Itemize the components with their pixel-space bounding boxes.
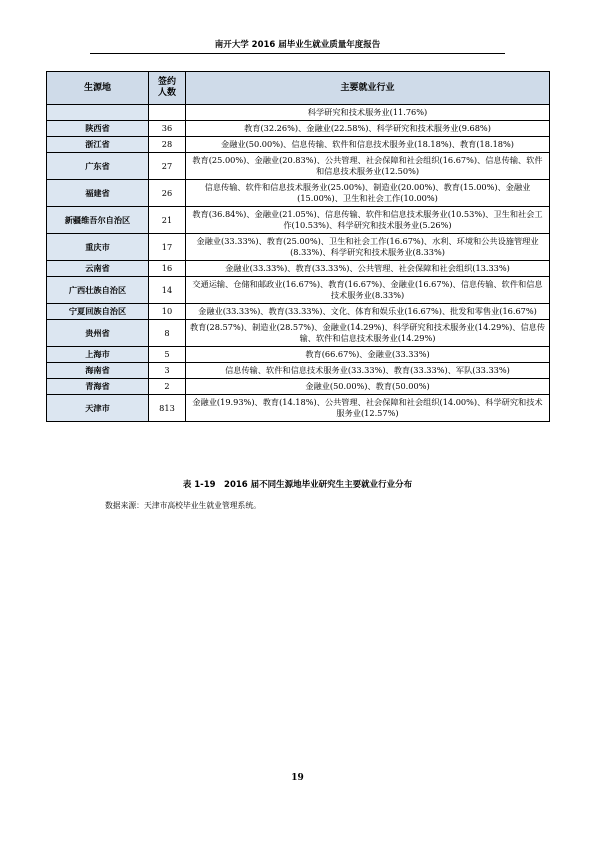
table-row	[47, 261, 550, 277]
industry-cell: 教育(32.26%)、金融业(22.58%)、科学研究和技术服务业(9.68%)	[186, 121, 550, 137]
industry-cell: 教育(36.84%)、金融业(21.05%)、信息传输、软件和信息技术服务业(10.53%)、卫生和社会工作(10.53%)、科学研究和技术服务业(5.26%)	[186, 207, 550, 234]
industry-cell: 金融业(50.00%)、信息传输、软件和信息技术服务业(18.18%)、教育(18.18%)	[186, 137, 550, 153]
count-cell: 21	[149, 207, 186, 234]
province-cell: 福建省	[47, 180, 149, 207]
continuation-count-cell	[149, 105, 186, 121]
province-cell: 海南省	[47, 363, 149, 379]
table-row	[47, 363, 550, 379]
table-row	[47, 347, 550, 363]
continuation-industry-cell: 科学研究和技术服务业(11.76%)	[186, 105, 550, 121]
province-cell: 新疆维吾尔自治区	[47, 207, 149, 234]
count-cell: 3	[149, 363, 186, 379]
industry-distribution-table	[46, 71, 550, 422]
industry-cell: 信息传输、软件和信息技术服务业(33.33%)、教育(33.33%)、军队(33.33%)	[186, 363, 550, 379]
industry-cell: 信息传输、软件和信息技术服务业(25.00%)、制造业(20.00%)、教育(15.00%)、金融业(15.00%)、卫生和社会工作(10.00%)	[186, 180, 550, 207]
count-cell: 5	[149, 347, 186, 363]
industry-cell: 金融业(19.93%)、教育(14.18%)、公共管理、社会保障和社会组织(14.00%)、科学研究和技术服务业(12.57%)	[186, 395, 550, 422]
continuation-row	[47, 105, 550, 121]
province-cell: 上海市	[47, 347, 149, 363]
count-cell: 8	[149, 320, 186, 347]
column-header-origin: 生源地	[47, 72, 149, 105]
count-cell: 28	[149, 137, 186, 153]
table-row	[47, 207, 550, 234]
count-cell: 10	[149, 304, 186, 320]
count-cell: 17	[149, 234, 186, 261]
continuation-origin-cell	[47, 105, 149, 121]
table-row	[47, 304, 550, 320]
industry-cell: 教育(28.57%)、制造业(28.57%)、金融业(14.29%)、科学研究和技术服务业(14.29%)、信息传输、软件和信息技术服务业(14.29%)	[186, 320, 550, 347]
running-header: 南开大学 2016 届毕业生就业质量年度报告	[90, 38, 505, 54]
province-cell: 广西壮族自治区	[47, 277, 149, 304]
table-row	[47, 137, 550, 153]
table-row	[47, 277, 550, 304]
industry-cell: 教育(66.67%)、金融业(33.33%)	[186, 347, 550, 363]
province-cell: 贵州省	[47, 320, 149, 347]
province-cell: 重庆市	[47, 234, 149, 261]
data-source-note: 数据来源：天津市高校毕业生就业管理系统。	[105, 501, 261, 510]
count-cell: 2	[149, 379, 186, 395]
province-cell: 浙江省	[47, 137, 149, 153]
industry-cell: 金融业(50.00%)、教育(50.00%)	[186, 379, 550, 395]
table-row	[47, 153, 550, 180]
table-caption: 表 1-19 2016 届不同生源地毕业研究生主要就业行业分布	[182, 480, 413, 490]
table-row	[47, 121, 550, 137]
page-number: 19	[291, 773, 304, 783]
table-row	[47, 395, 550, 422]
count-cell: 16	[149, 261, 186, 277]
column-header-industry: 主要就业行业	[186, 72, 550, 105]
province-cell: 广东省	[47, 153, 149, 180]
count-cell: 813	[149, 395, 186, 422]
table-row	[47, 180, 550, 207]
table-row	[47, 234, 550, 261]
column-header-count: 签约 人数	[149, 72, 186, 105]
count-cell: 14	[149, 277, 186, 304]
province-cell: 陕西省	[47, 121, 149, 137]
province-cell: 天津市	[47, 395, 149, 422]
count-cell: 26	[149, 180, 186, 207]
industry-cell: 金融业(33.33%)、教育(33.33%)、文化、体育和娱乐业(16.67%)、批发和零售业(16.67%)	[186, 304, 550, 320]
table-row	[47, 379, 550, 395]
province-cell: 宁夏回族自治区	[47, 304, 149, 320]
industry-cell: 金融业(33.33%)、教育(33.33%)、公共管理、社会保障和社会组织(13.33%)	[186, 261, 550, 277]
table-header-row	[47, 72, 550, 105]
industry-cell: 金融业(33.33%)、教育(25.00%)、卫生和社会工作(16.67%)、水利、环境和公共设施管理业(8.33%)、科学研究和技术服务业(8.33%)	[186, 234, 550, 261]
count-cell: 36	[149, 121, 186, 137]
count-cell: 27	[149, 153, 186, 180]
industry-cell: 教育(25.00%)、金融业(20.83%)、公共管理、社会保障和社会组织(16.67%)、信息传输、软件和信息技术服务业(12.50%)	[186, 153, 550, 180]
industry-cell: 交通运输、仓储和邮政业(16.67%)、教育(16.67%)、金融业(16.67%)、信息传输、软件和信息技术服务业(8.33%)	[186, 277, 550, 304]
province-cell: 青海省	[47, 379, 149, 395]
province-cell: 云南省	[47, 261, 149, 277]
table-row	[47, 320, 550, 347]
